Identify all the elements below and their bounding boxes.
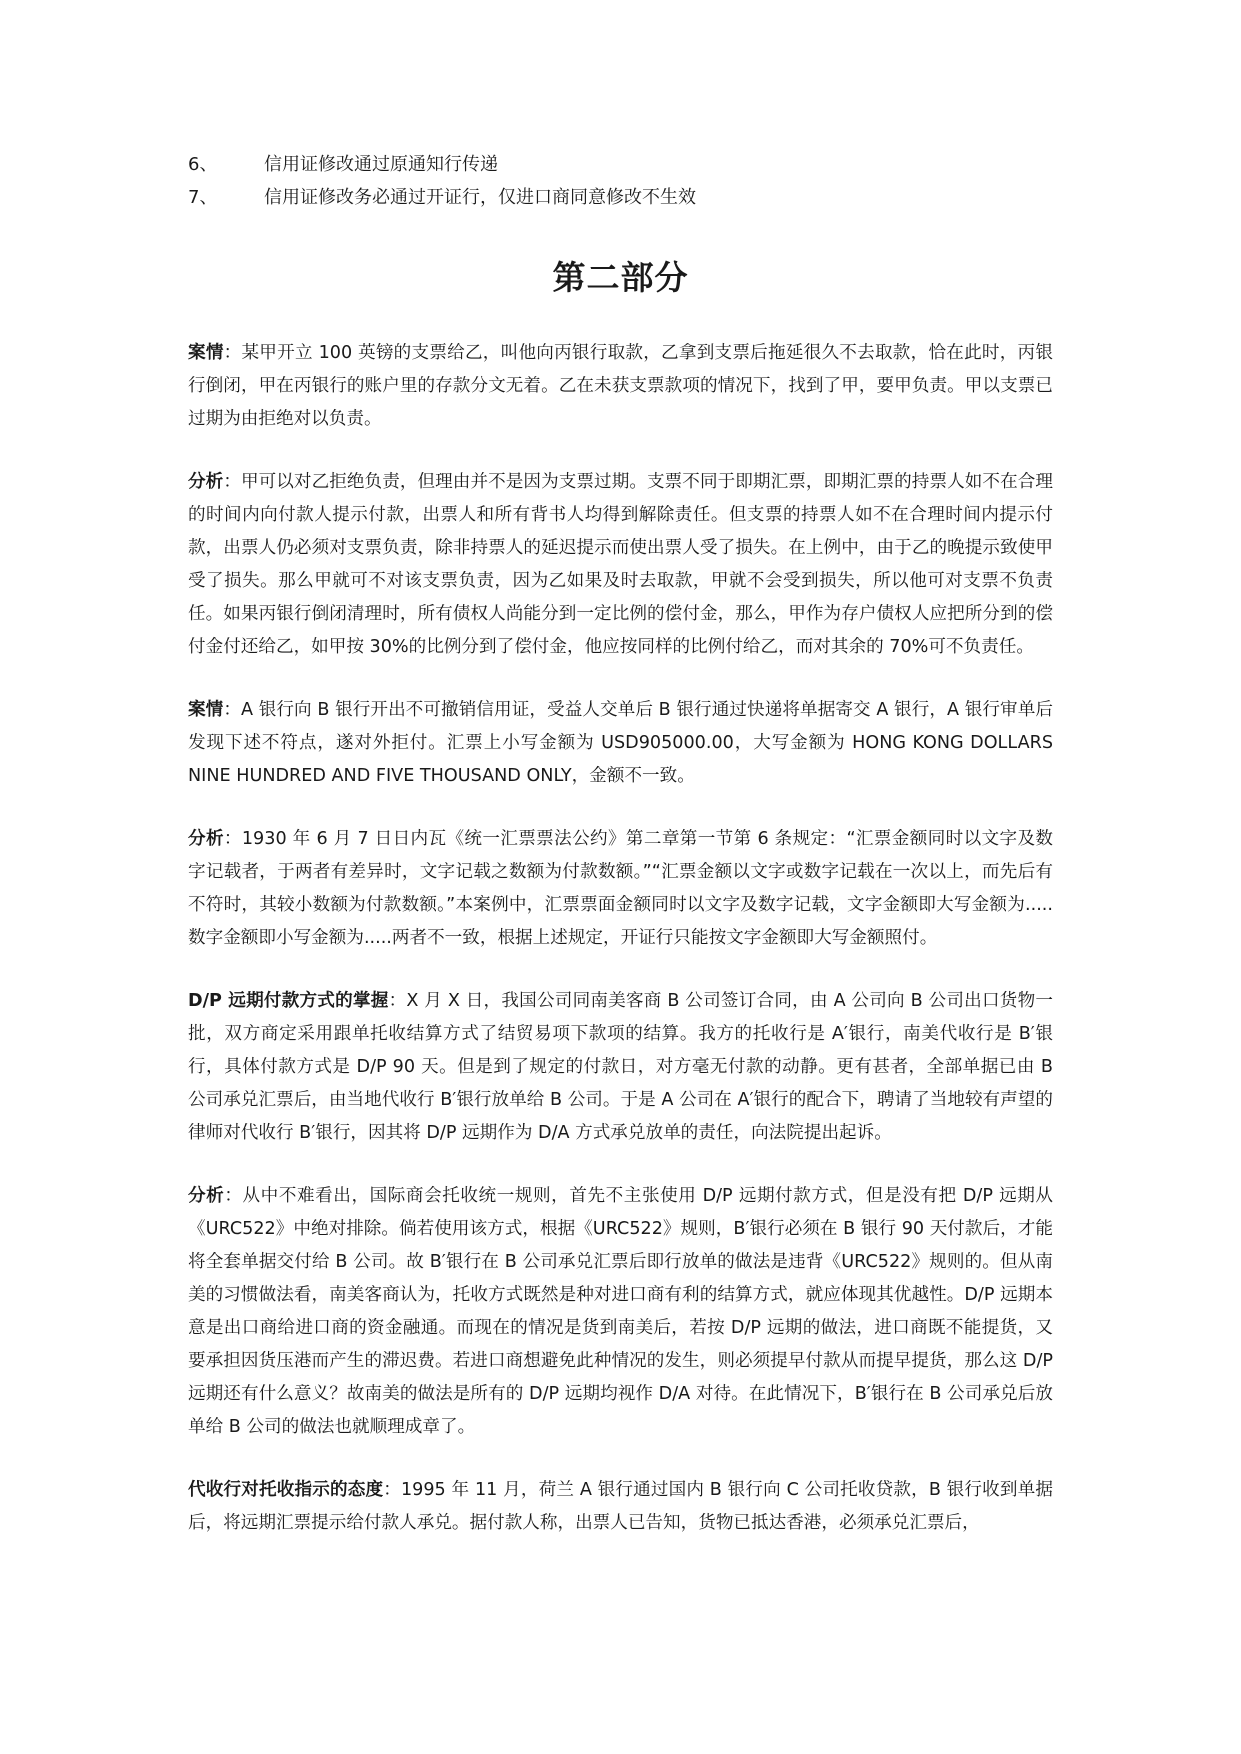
paragraph-analysis-2 [188, 823, 1053, 955]
list-item-text: 信用证修改通过原通知行传递 [264, 154, 498, 175]
paragraph-text: 1995 年 11 月，荷兰 A 银行通过国内 B 银行向 C 公司托收贷款，B 银行收到单据后，将远期汇票提示给付款人承兑。据付款人称，出票人已告知，货物已抵达香港，必须承兑汇票后， [188, 1480, 1053, 1533]
paragraph-text: 甲可以对乙拒绝负责，但理由并不是因为支票过期。支票不同于即期汇票，即期汇票的持票人如不在合理的时间内向付款人提示付款，出票人和所有背书人均得到解除责任。但支票的持票人如不在合理时间内提示付款，出票人仍必须对支票负责，除非持票人的延迟提示而使出票人受了损失。在上例中，由于乙的晚提示致使甲受了损失。那么甲就可不对该支票负责，因为乙如果及时去取款，甲就不会受到损失，所以他可对支票不负责任。如果丙银行倒闭清理时，所有债权人尚能分到一定比例的偿付金，那么，甲作为存户债权人应把所分到的偿付金付还给乙，如甲按 30%的比例分到了偿付金，他应按同样的比例付给乙，而对其余的 70%可不负责任。 [188, 472, 1053, 657]
paragraph-lead: 案情 [188, 343, 224, 363]
paragraph-separator: ： [223, 472, 241, 492]
paragraph-text: A 银行向 B 银行开出不可撤销信用证，受益人交单后 B 银行通过快递将单据寄交 A 银行，A 银行审单后发现下述不符点，遂对外拒付。汇票上小写金额为 USD905000.00，大写金额为 HONG KONG DOLLARS NINE HUNDRED AND FIVE THOUSAND ONLY，金额不一致。 [188, 700, 1053, 786]
paragraph-separator: ： [383, 1480, 401, 1500]
paragraph-analysis-3 [188, 1180, 1053, 1444]
paragraph-text: 从中不难看出，国际商会托收统一规则，首先不主张使用 D/P 远期付款方式，但是没有把 D/P 远期从《URC522》中绝对排除。倘若使用该方式，根据《URC522》规则，B′银行必须在 B 银行 90 天付款后，才能将全套单据交付给 B 公司。故 B′银行在 B 公司承兑汇票后即行放单的做法是违背《URC522》规则的。但从南美的习惯做法看，南美客商认为，托收方式既然是种对进口商有利的结算方式，就应体现其优越性。D/P 远期本意是出口商给进口商的资金融通。而现在的情况是货到南美后，若按 D/P 远期的做法，进口商既不能提货，又要承担因货压港而产生的滞迟费。若进口商想避免此种情况的发生，则必须提早付款从而提早提货，那么这 D/P 远期还有什么意义？故南美的做法是所有的 D/P 远期均视作 D/A 对待。在此情况下，B′银行在 B 公司承兑后放单给 B 公司的做法也就顺理成章了。 [188, 1186, 1053, 1437]
paragraph-lead: 分析 [188, 472, 224, 492]
paragraph-separator: ： [224, 1186, 243, 1206]
paragraph-case-2 [188, 694, 1053, 793]
paragraph-lead: D/P 远期付款方式的掌握 [188, 991, 389, 1011]
paragraph-collecting-bank [188, 1474, 1053, 1540]
paragraph-separator: ： [223, 829, 242, 849]
paragraph-lead: 分析 [188, 1186, 225, 1206]
document-body [188, 337, 1053, 1570]
paragraph-lead: 分析 [188, 829, 224, 849]
list-item [188, 150, 1048, 183]
paragraph-lead: 代收行对托收指示的态度 [188, 1480, 384, 1500]
list-item-number: 6、 [188, 154, 218, 175]
paragraph-separator: ： [223, 343, 242, 363]
numbered-list [188, 150, 1048, 216]
paragraph-text: 某甲开立 100 英镑的支票给乙，叫他向丙银行取款，乙拿到支票后拖延很久不去取款，恰在此时，丙银行倒闭，甲在丙银行的账户里的存款分文无着。乙在未获支票款项的情况下，找到了甲，要甲负责。甲以支票已过期为由拒绝对以负责。 [188, 343, 1053, 429]
list-item [188, 183, 1048, 216]
paragraph-dp-case [188, 985, 1053, 1150]
paragraph-lead: 案情 [188, 700, 224, 720]
paragraph-separator: ： [388, 991, 407, 1011]
paragraph-separator: ： [223, 700, 241, 720]
list-item-number: 7、 [188, 187, 218, 208]
list-item-text: 信用证修改务必通过开证行，仅进口商同意修改不生效 [264, 187, 696, 208]
paragraph-case-1 [188, 337, 1053, 436]
section-heading: 第二部分 [552, 258, 689, 297]
paragraph-analysis-1 [188, 466, 1053, 664]
paragraph-text: X 月 X 日，我国公司同南美客商 B 公司签订合同，由 A 公司向 B 公司出口货物一批，双方商定采用跟单托收结算方式了结贸易项下款项的结算。我方的托收行是 A′银行，南美代收行是 B′银行，具体付款方式是 D/P 90 天。但是到了规定的付款日，对方毫无付款的动静。更有甚者，全部单据已由 B 公司承兑汇票后，由当地代收行 B′银行放单给 B 公司。于是 A 公司在 A′银行的配合下，聘请了当地较有声望的律师对代收行 B′银行，因其将 D/P 远期作为 D/A 方式承兑放单的责任，向法院提出起诉。 [188, 991, 1053, 1143]
paragraph-text: 1930 年 6 月 7 日日内瓦《统一汇票票法公约》第二章第一节第 6 条规定：“汇票金额同时以文字及数字记载者，于两者有差异时，文字记载之数额为付款数额。”“汇票金额以文字或数字记载在一次以上，而先后有不符时，其较小数额为付款数额。”本案例中，汇票票面金额同时以文字及数字记载，文字金额即大写金额为.....数字金额即小写金额为.....两者不一致，根据上述规定，开证行只能按文字金额即大写金额照付。 [188, 829, 1053, 948]
